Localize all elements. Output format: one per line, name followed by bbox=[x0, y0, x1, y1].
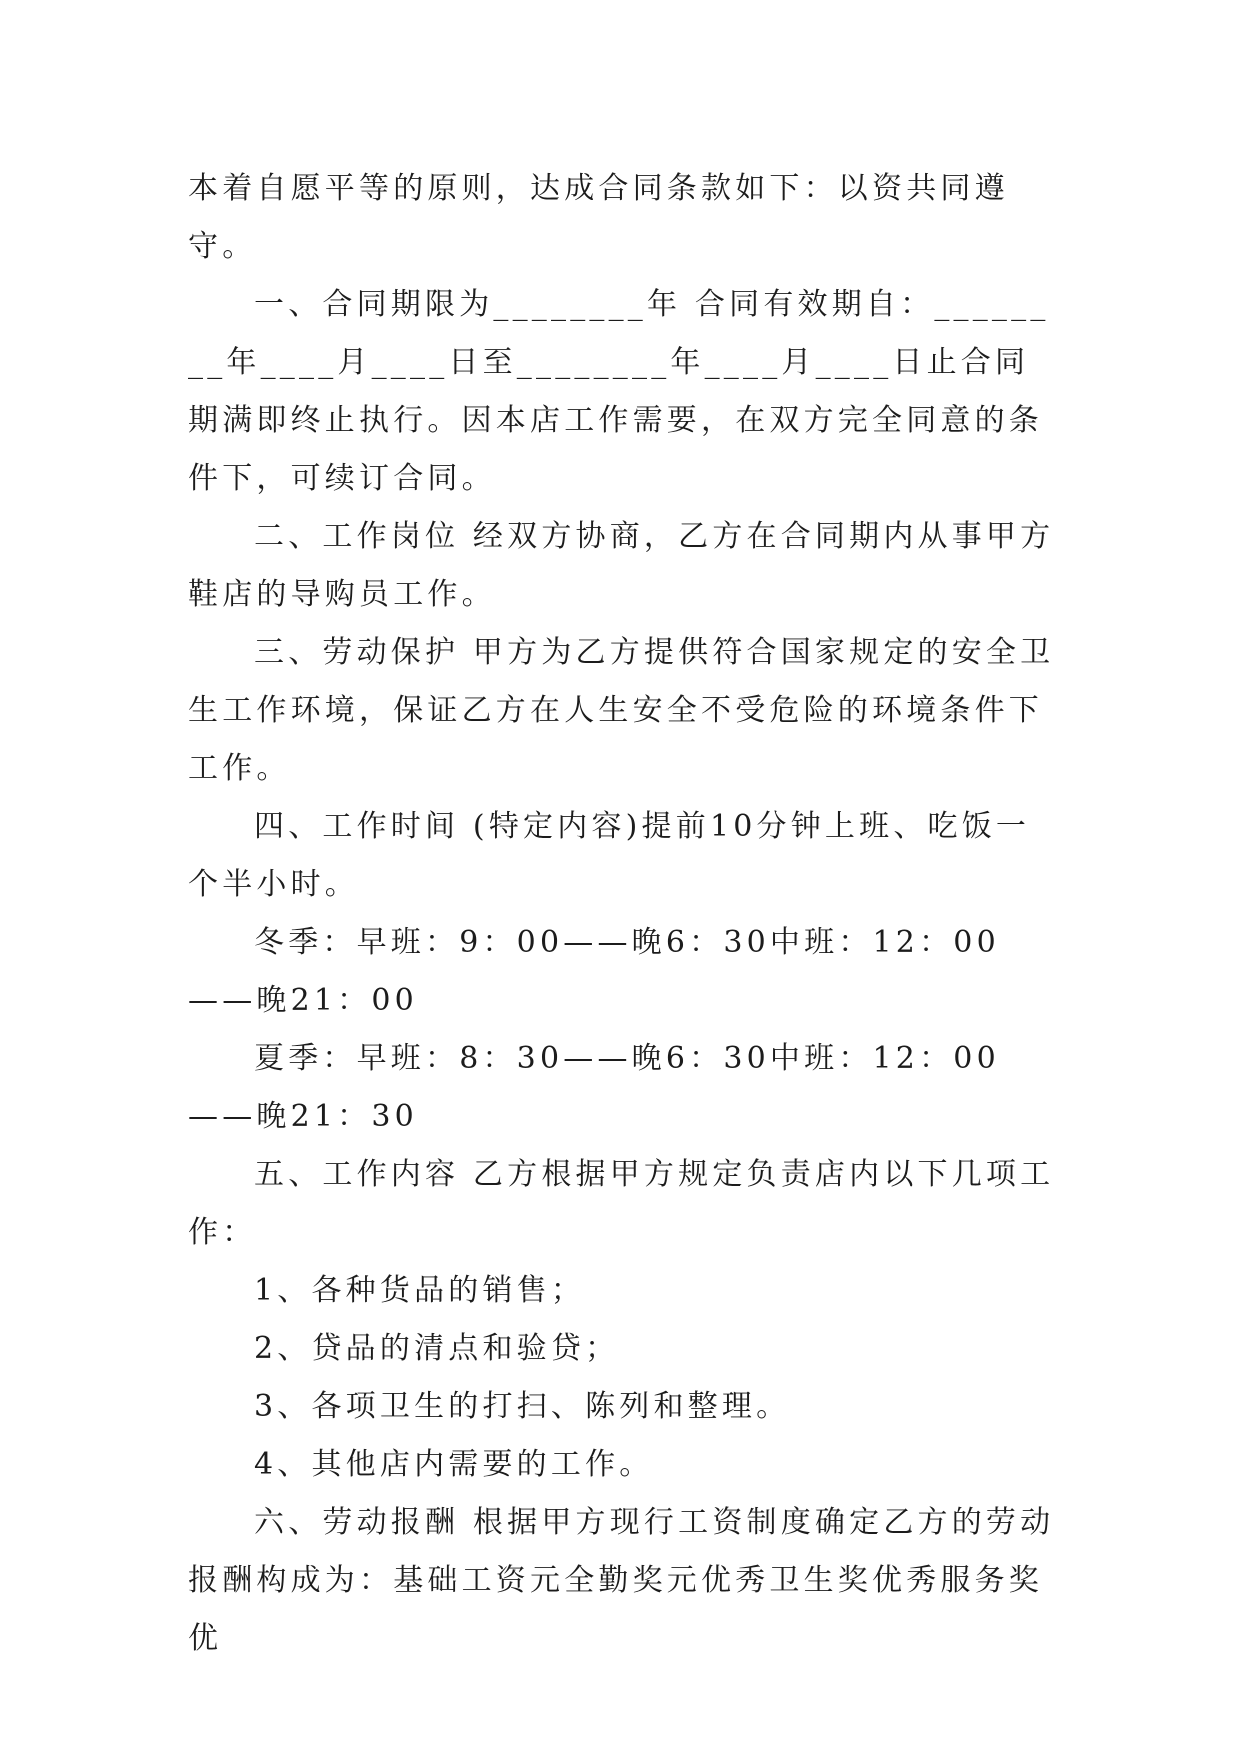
list-item-duty-1: 1、各种货品的销售； bbox=[254, 1273, 586, 1308]
paragraph-intro: 本着自愿平等的原则，达成合同条款如下：以资共同遵守。 bbox=[188, 171, 1009, 264]
paragraph-clause-4-hours: 四、工作时间 (特定内容)提前10分钟上班、吃饭一个半小时。 bbox=[188, 809, 1031, 902]
list-item-duty-4: 4、其他店内需要的工作。 bbox=[254, 1447, 654, 1482]
list-item-duty-3: 3、各项卫生的打扫、陈列和整理。 bbox=[254, 1389, 791, 1424]
paragraph-winter-schedule: 冬季：早班：9：00——晚6：30中班：12：00——晚21：00 bbox=[188, 925, 1000, 1018]
paragraph-summer-schedule: 夏季：早班：8：30——晚6：30中班：12：00——晚21：30 bbox=[188, 1041, 1000, 1134]
paragraph-clause-1-term: 一、合同期限为________年 合同有效期自：________年____月____日至________年____月____日止合同期满即终止执行。因本店工作需要，在双方完全同意的条件下，可续订合同。 bbox=[188, 287, 1050, 496]
list-item-duty-2: 2、贷品的清点和验贷； bbox=[254, 1331, 620, 1366]
paragraph-clause-6-pay: 六、劳动报酬 根据甲方现行工资制度确定乙方的劳动报酬构成为：基础工资元全勤奖元优秀卫生奖优秀服务奖优 bbox=[188, 1505, 1055, 1656]
paragraph-clause-2-position: 二、工作岗位 经双方协商，乙方在合同期内从事甲方鞋店的导购员工作。 bbox=[188, 519, 1055, 612]
paragraph-clause-3-protection: 三、劳动保护 甲方为乙方提供符合国家规定的安全卫生工作环境，保证乙方在人生安全不受危险的环境条件下工作。 bbox=[188, 635, 1055, 786]
contract-body bbox=[188, 160, 1058, 1668]
paragraph-clause-5-duties: 五、工作内容 乙方根据甲方规定负责店内以下几项工作： bbox=[188, 1157, 1055, 1250]
